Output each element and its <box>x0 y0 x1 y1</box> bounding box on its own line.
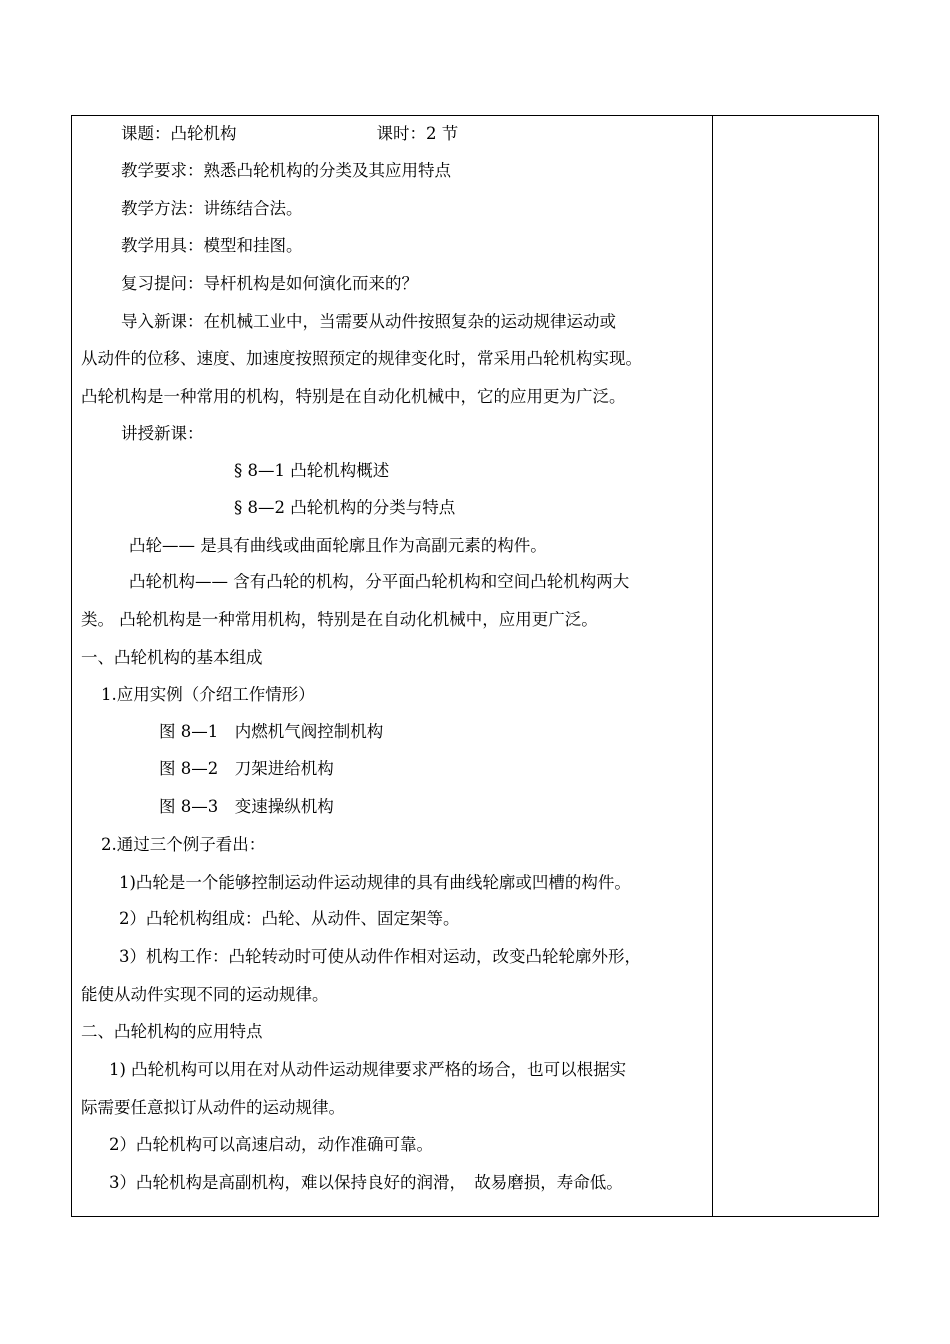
examples-conclusion: 2.通过三个例子看出： <box>101 835 266 854</box>
topic: 课题：凸轮机构 <box>121 124 237 143</box>
application-examples: 1.应用实例（介绍工作情形） <box>101 685 315 704</box>
conclusion-1: 1)凸轮是一个能够控制运动件运动规律的具有曲线轮廓或凹槽的构件。 <box>119 873 631 892</box>
heading-basic-composition: 一、凸轮机构的基本组成 <box>81 648 263 667</box>
intro-line-2: 从动件的位移、速度、加速度按照预定的规律变化时，常采用凸轮机构实现。 <box>81 349 642 368</box>
header-line <box>121 123 458 145</box>
conclusion-3-line-2: 能使从动件实现不同的运动规律。 <box>81 985 329 1004</box>
notes-column <box>713 116 878 1216</box>
feature-3: 3）凸轮机构是高副机构，难以保持良好的润滑， 故易磨损，寿命低。 <box>109 1173 623 1192</box>
cam-mechanism-definition-2: 类。 凸轮机构是一种常用机构，特别是在自动化机械中，应用更广泛。 <box>81 610 598 629</box>
conclusion-2: 2）凸轮机构组成：凸轮、从动件、固定架等。 <box>119 909 460 928</box>
section-heading-8-1: § 8—1 凸轮机构概述 <box>234 461 390 480</box>
heading-application-features: 二、凸轮机构的应用特点 <box>81 1022 263 1041</box>
teaching-aids: 教学用具：模型和挂图。 <box>121 236 303 255</box>
feature-2: 2）凸轮机构可以高速启动，动作准确可靠。 <box>109 1135 433 1154</box>
figure-8-2: 图 8—2 刀架进给机构 <box>159 759 334 778</box>
figure-8-3: 图 8—3 变速操纵机构 <box>159 797 334 816</box>
class-hours: 课时：2 节 <box>376 124 459 143</box>
conclusion-3-line-1: 3）机构工作：凸轮转动时可使从动件作相对运动，改变凸轮轮廓外形， <box>119 947 641 966</box>
intro-line-3: 凸轮机构是一种常用的机构，特别是在自动化机械中，它的应用更为广泛。 <box>81 387 626 406</box>
intro-line-1: 导入新课：在机械工业中，当需要从动件按照复杂的运动规律运动或 <box>121 312 616 331</box>
new-lesson-label: 讲授新课： <box>121 424 204 443</box>
teaching-method: 教学方法：讲练结合法。 <box>121 199 303 218</box>
figure-8-1: 图 8—1 内燃机气阀控制机构 <box>159 722 384 741</box>
lesson-plan-table <box>71 115 879 1217</box>
cam-definition: 凸轮—— 是具有曲线或曲面轮廓且作为高副元素的构件。 <box>129 536 547 555</box>
cam-mechanism-definition-1: 凸轮机构—— 含有凸轮的机构，分平面凸轮机构和空间凸轮机构两大 <box>129 572 630 591</box>
feature-1-line-1: 1) 凸轮机构可以用在对从动件运动规律要求严格的场合，也可以根据实 <box>109 1060 627 1079</box>
feature-1-line-2: 际需要任意拟订从动件的运动规律。 <box>81 1098 345 1117</box>
review-question: 复习提问：导杆机构是如何演化而来的？ <box>121 274 418 293</box>
teaching-requirement: 教学要求：熟悉凸轮机构的分类及其应用特点 <box>121 161 451 180</box>
section-heading-8-2: § 8—2 凸轮机构的分类与特点 <box>234 498 456 517</box>
